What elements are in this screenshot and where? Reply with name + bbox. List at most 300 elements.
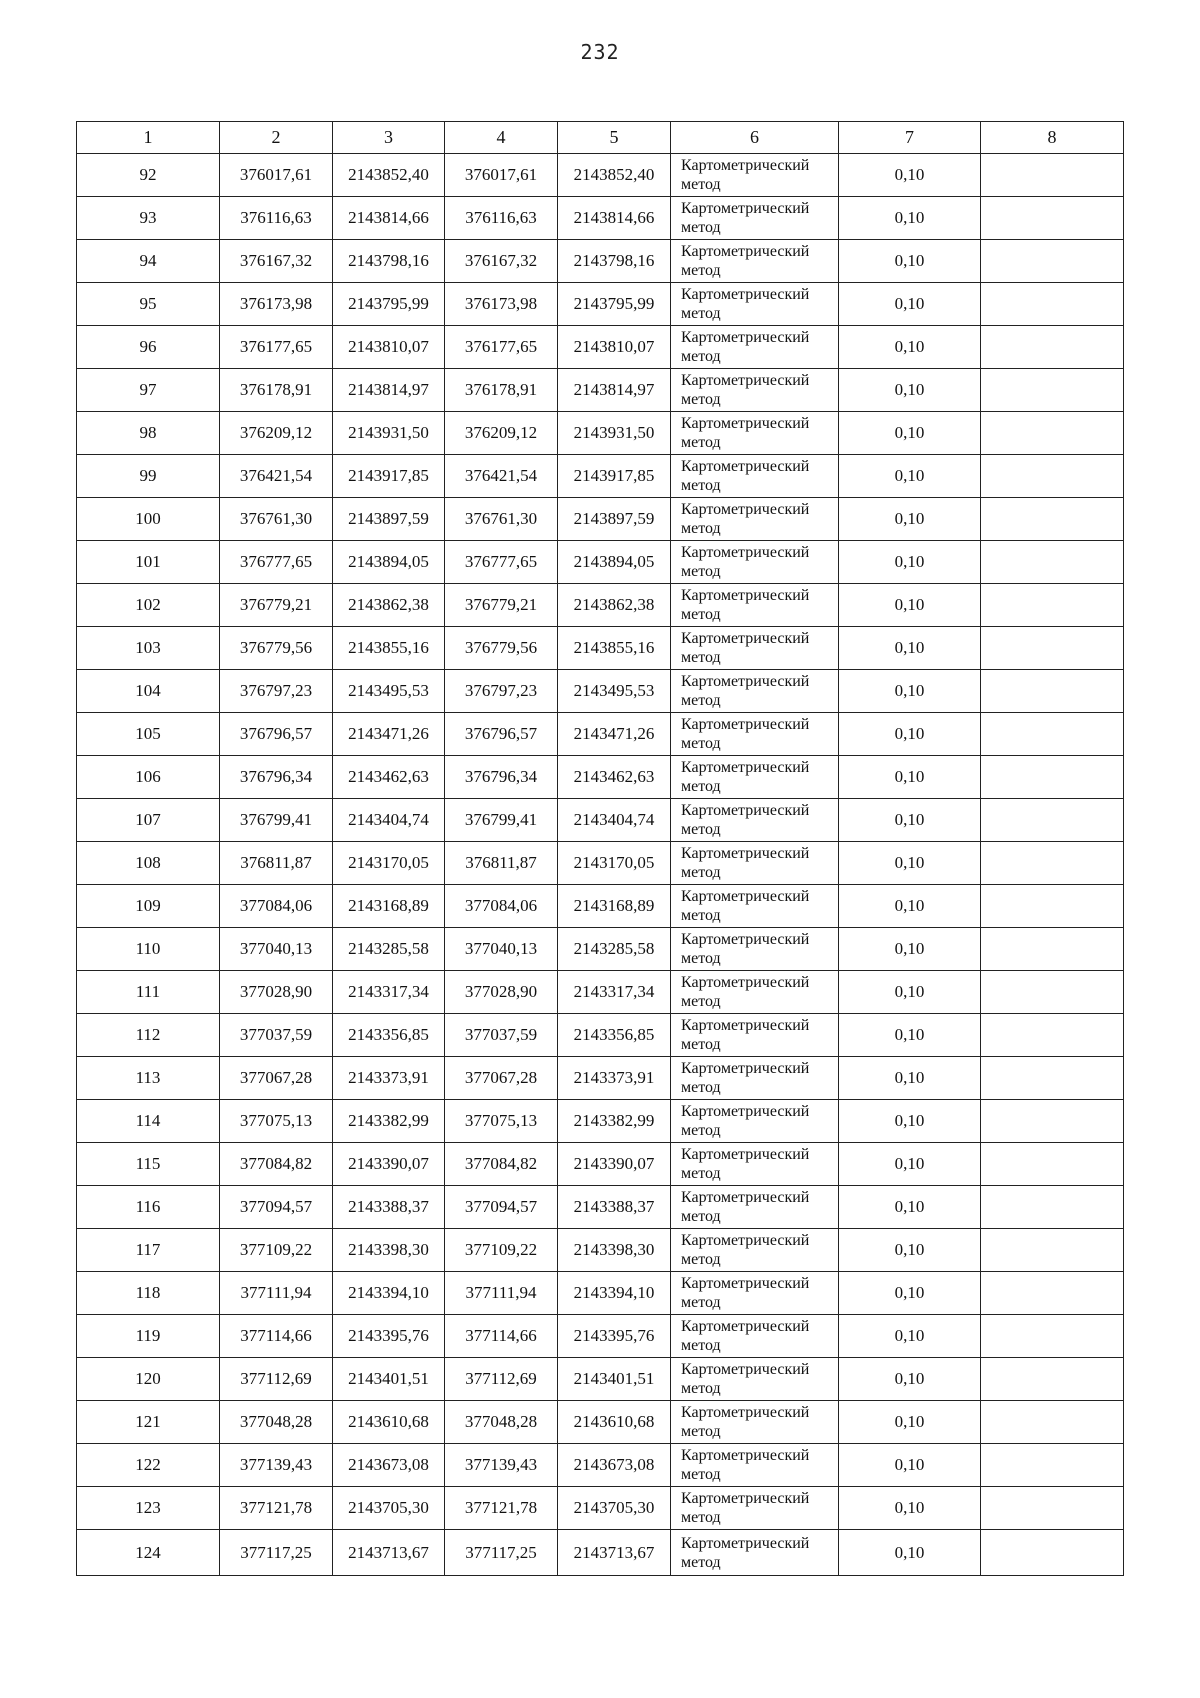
table-row bbox=[77, 283, 1124, 326]
table-row bbox=[77, 1530, 1124, 1576]
table-row bbox=[77, 1100, 1124, 1143]
method-cell: Картометрический метод bbox=[671, 1487, 839, 1530]
y-coordinate-cell: 2143401,51 bbox=[558, 1358, 671, 1401]
table-row bbox=[77, 928, 1124, 971]
method-cell: Картометрический метод bbox=[671, 1229, 839, 1272]
table-row bbox=[77, 1014, 1124, 1057]
table-row bbox=[77, 455, 1124, 498]
point-number-cell: 114 bbox=[77, 1100, 220, 1143]
table-row bbox=[77, 154, 1124, 197]
accuracy-cell: 0,10 bbox=[839, 1530, 981, 1576]
x-coordinate-cell: 376761,30 bbox=[220, 498, 333, 541]
table-row bbox=[77, 971, 1124, 1014]
y-coordinate-cell: 2143317,34 bbox=[333, 971, 445, 1014]
y-coordinate-cell: 2143814,66 bbox=[558, 197, 671, 240]
accuracy-cell: 0,10 bbox=[839, 1014, 981, 1057]
column-header: 8 bbox=[981, 122, 1124, 154]
y-coordinate-cell: 2143388,37 bbox=[333, 1186, 445, 1229]
point-number-cell: 101 bbox=[77, 541, 220, 584]
method-cell: Картометрический метод bbox=[671, 412, 839, 455]
method-cell: Картометрический метод bbox=[671, 842, 839, 885]
x-coordinate-cell: 376421,54 bbox=[220, 455, 333, 498]
x-coordinate-cell: 376116,63 bbox=[220, 197, 333, 240]
point-number-cell: 111 bbox=[77, 971, 220, 1014]
y-coordinate-cell: 2143285,58 bbox=[558, 928, 671, 971]
point-number-cell: 106 bbox=[77, 756, 220, 799]
point-number-cell: 124 bbox=[77, 1530, 220, 1576]
table-row bbox=[77, 1186, 1124, 1229]
y-coordinate-cell: 2143388,37 bbox=[558, 1186, 671, 1229]
point-number-cell: 98 bbox=[77, 412, 220, 455]
note-cell bbox=[981, 197, 1124, 240]
note-cell bbox=[981, 240, 1124, 283]
table-row bbox=[77, 1229, 1124, 1272]
x-coordinate-cell: 376209,12 bbox=[445, 412, 558, 455]
note-cell bbox=[981, 1014, 1124, 1057]
y-coordinate-cell: 2143395,76 bbox=[333, 1315, 445, 1358]
table-row bbox=[77, 412, 1124, 455]
note-cell bbox=[981, 1401, 1124, 1444]
note-cell bbox=[981, 283, 1124, 326]
x-coordinate-cell: 376017,61 bbox=[220, 154, 333, 197]
y-coordinate-cell: 2143852,40 bbox=[558, 154, 671, 197]
note-cell bbox=[981, 627, 1124, 670]
point-number-cell: 92 bbox=[77, 154, 220, 197]
x-coordinate-cell: 377084,06 bbox=[445, 885, 558, 928]
page-number: 232 bbox=[580, 40, 620, 64]
table-row bbox=[77, 799, 1124, 842]
method-cell: Картометрический метод bbox=[671, 670, 839, 713]
y-coordinate-cell: 2143862,38 bbox=[558, 584, 671, 627]
note-cell bbox=[981, 713, 1124, 756]
y-coordinate-cell: 2143917,85 bbox=[558, 455, 671, 498]
point-number-cell: 120 bbox=[77, 1358, 220, 1401]
note-cell bbox=[981, 1057, 1124, 1100]
point-number-cell: 94 bbox=[77, 240, 220, 283]
table-row bbox=[77, 498, 1124, 541]
x-coordinate-cell: 376167,32 bbox=[220, 240, 333, 283]
table-row bbox=[77, 584, 1124, 627]
x-coordinate-cell: 376116,63 bbox=[445, 197, 558, 240]
point-number-cell: 118 bbox=[77, 1272, 220, 1315]
column-header: 5 bbox=[558, 122, 671, 154]
y-coordinate-cell: 2143285,58 bbox=[333, 928, 445, 971]
y-coordinate-cell: 2143356,85 bbox=[333, 1014, 445, 1057]
x-coordinate-cell: 377139,43 bbox=[445, 1444, 558, 1487]
note-cell bbox=[981, 584, 1124, 627]
x-coordinate-cell: 377084,06 bbox=[220, 885, 333, 928]
x-coordinate-cell: 377121,78 bbox=[445, 1487, 558, 1530]
accuracy-cell: 0,10 bbox=[839, 240, 981, 283]
x-coordinate-cell: 377037,59 bbox=[220, 1014, 333, 1057]
y-coordinate-cell: 2143495,53 bbox=[558, 670, 671, 713]
y-coordinate-cell: 2143810,07 bbox=[558, 326, 671, 369]
y-coordinate-cell: 2143356,85 bbox=[558, 1014, 671, 1057]
method-cell: Картометрический метод bbox=[671, 1444, 839, 1487]
point-number-cell: 99 bbox=[77, 455, 220, 498]
accuracy-cell: 0,10 bbox=[839, 1186, 981, 1229]
table-row bbox=[77, 756, 1124, 799]
point-number-cell: 97 bbox=[77, 369, 220, 412]
accuracy-cell: 0,10 bbox=[839, 1272, 981, 1315]
accuracy-cell: 0,10 bbox=[839, 799, 981, 842]
y-coordinate-cell: 2143931,50 bbox=[558, 412, 671, 455]
x-coordinate-cell: 377037,59 bbox=[445, 1014, 558, 1057]
point-number-cell: 122 bbox=[77, 1444, 220, 1487]
note-cell bbox=[981, 154, 1124, 197]
method-cell: Картометрический метод bbox=[671, 1358, 839, 1401]
accuracy-cell: 0,10 bbox=[839, 369, 981, 412]
y-coordinate-cell: 2143798,16 bbox=[558, 240, 671, 283]
y-coordinate-cell: 2143317,34 bbox=[558, 971, 671, 1014]
column-header: 4 bbox=[445, 122, 558, 154]
accuracy-cell: 0,10 bbox=[839, 412, 981, 455]
accuracy-cell: 0,10 bbox=[839, 1143, 981, 1186]
method-cell: Картометрический метод bbox=[671, 326, 839, 369]
x-coordinate-cell: 377114,66 bbox=[220, 1315, 333, 1358]
y-coordinate-cell: 2143852,40 bbox=[333, 154, 445, 197]
accuracy-cell: 0,10 bbox=[839, 756, 981, 799]
note-cell bbox=[981, 756, 1124, 799]
x-coordinate-cell: 377048,28 bbox=[445, 1401, 558, 1444]
point-number-cell: 93 bbox=[77, 197, 220, 240]
table-row bbox=[77, 369, 1124, 412]
point-number-cell: 96 bbox=[77, 326, 220, 369]
y-coordinate-cell: 2143897,59 bbox=[558, 498, 671, 541]
x-coordinate-cell: 377117,25 bbox=[445, 1530, 558, 1576]
y-coordinate-cell: 2143170,05 bbox=[333, 842, 445, 885]
table-row bbox=[77, 541, 1124, 584]
x-coordinate-cell: 376796,57 bbox=[445, 713, 558, 756]
method-cell: Картометрический метод bbox=[671, 1014, 839, 1057]
method-cell: Картометрический метод bbox=[671, 584, 839, 627]
x-coordinate-cell: 377040,13 bbox=[220, 928, 333, 971]
method-cell: Картометрический метод bbox=[671, 1272, 839, 1315]
table-row bbox=[77, 842, 1124, 885]
x-coordinate-cell: 376811,87 bbox=[445, 842, 558, 885]
point-number-cell: 115 bbox=[77, 1143, 220, 1186]
x-coordinate-cell: 377109,22 bbox=[220, 1229, 333, 1272]
accuracy-cell: 0,10 bbox=[839, 584, 981, 627]
note-cell bbox=[981, 928, 1124, 971]
x-coordinate-cell: 376421,54 bbox=[445, 455, 558, 498]
accuracy-cell: 0,10 bbox=[839, 154, 981, 197]
point-number-cell: 95 bbox=[77, 283, 220, 326]
note-cell bbox=[981, 1186, 1124, 1229]
accuracy-cell: 0,10 bbox=[839, 1315, 981, 1358]
x-coordinate-cell: 376777,65 bbox=[220, 541, 333, 584]
point-number-cell: 109 bbox=[77, 885, 220, 928]
accuracy-cell: 0,10 bbox=[839, 1401, 981, 1444]
x-coordinate-cell: 377094,57 bbox=[445, 1186, 558, 1229]
note-cell bbox=[981, 326, 1124, 369]
column-header: 2 bbox=[220, 122, 333, 154]
accuracy-cell: 0,10 bbox=[839, 1057, 981, 1100]
y-coordinate-cell: 2143814,66 bbox=[333, 197, 445, 240]
y-coordinate-cell: 2143471,26 bbox=[558, 713, 671, 756]
note-cell bbox=[981, 1358, 1124, 1401]
table-body bbox=[77, 154, 1124, 1576]
point-number-cell: 121 bbox=[77, 1401, 220, 1444]
y-coordinate-cell: 2143713,67 bbox=[558, 1530, 671, 1576]
x-coordinate-cell: 377109,22 bbox=[445, 1229, 558, 1272]
x-coordinate-cell: 376797,23 bbox=[445, 670, 558, 713]
note-cell bbox=[981, 885, 1124, 928]
x-coordinate-cell: 376779,21 bbox=[445, 584, 558, 627]
x-coordinate-cell: 376178,91 bbox=[445, 369, 558, 412]
accuracy-cell: 0,10 bbox=[839, 627, 981, 670]
method-cell: Картометрический метод bbox=[671, 498, 839, 541]
coordinates-table bbox=[76, 121, 1124, 1576]
y-coordinate-cell: 2143471,26 bbox=[333, 713, 445, 756]
y-coordinate-cell: 2143404,74 bbox=[558, 799, 671, 842]
method-cell: Картометрический метод bbox=[671, 1186, 839, 1229]
accuracy-cell: 0,10 bbox=[839, 283, 981, 326]
method-cell: Картометрический метод bbox=[671, 197, 839, 240]
x-coordinate-cell: 376177,65 bbox=[220, 326, 333, 369]
note-cell bbox=[981, 1315, 1124, 1358]
y-coordinate-cell: 2143390,07 bbox=[558, 1143, 671, 1186]
column-header: 3 bbox=[333, 122, 445, 154]
x-coordinate-cell: 377117,25 bbox=[220, 1530, 333, 1576]
table-row bbox=[77, 1272, 1124, 1315]
accuracy-cell: 0,10 bbox=[839, 1444, 981, 1487]
method-cell: Картометрический метод bbox=[671, 1315, 839, 1358]
x-coordinate-cell: 376017,61 bbox=[445, 154, 558, 197]
y-coordinate-cell: 2143795,99 bbox=[333, 283, 445, 326]
accuracy-cell: 0,10 bbox=[839, 197, 981, 240]
y-coordinate-cell: 2143394,10 bbox=[558, 1272, 671, 1315]
accuracy-cell: 0,10 bbox=[839, 1358, 981, 1401]
note-cell bbox=[981, 670, 1124, 713]
y-coordinate-cell: 2143798,16 bbox=[333, 240, 445, 283]
x-coordinate-cell: 376796,34 bbox=[445, 756, 558, 799]
point-number-cell: 113 bbox=[77, 1057, 220, 1100]
y-coordinate-cell: 2143897,59 bbox=[333, 498, 445, 541]
table-row bbox=[77, 326, 1124, 369]
accuracy-cell: 0,10 bbox=[839, 541, 981, 584]
method-cell: Картометрический метод bbox=[671, 1100, 839, 1143]
note-cell bbox=[981, 1100, 1124, 1143]
y-coordinate-cell: 2143168,89 bbox=[333, 885, 445, 928]
x-coordinate-cell: 377139,43 bbox=[220, 1444, 333, 1487]
table-row bbox=[77, 1444, 1124, 1487]
x-coordinate-cell: 377075,13 bbox=[220, 1100, 333, 1143]
method-cell: Картометрический метод bbox=[671, 283, 839, 326]
note-cell bbox=[981, 842, 1124, 885]
x-coordinate-cell: 376209,12 bbox=[220, 412, 333, 455]
y-coordinate-cell: 2143855,16 bbox=[333, 627, 445, 670]
y-coordinate-cell: 2143610,68 bbox=[333, 1401, 445, 1444]
table-row bbox=[77, 240, 1124, 283]
y-coordinate-cell: 2143170,05 bbox=[558, 842, 671, 885]
y-coordinate-cell: 2143168,89 bbox=[558, 885, 671, 928]
table-row bbox=[77, 1143, 1124, 1186]
y-coordinate-cell: 2143705,30 bbox=[333, 1487, 445, 1530]
y-coordinate-cell: 2143382,99 bbox=[558, 1100, 671, 1143]
method-cell: Картометрический метод bbox=[671, 1057, 839, 1100]
x-coordinate-cell: 377028,90 bbox=[445, 971, 558, 1014]
y-coordinate-cell: 2143917,85 bbox=[333, 455, 445, 498]
x-coordinate-cell: 377114,66 bbox=[445, 1315, 558, 1358]
point-number-cell: 102 bbox=[77, 584, 220, 627]
table-row bbox=[77, 670, 1124, 713]
accuracy-cell: 0,10 bbox=[839, 326, 981, 369]
table-row bbox=[77, 885, 1124, 928]
y-coordinate-cell: 2143390,07 bbox=[333, 1143, 445, 1186]
method-cell: Картометрический метод bbox=[671, 885, 839, 928]
y-coordinate-cell: 2143894,05 bbox=[333, 541, 445, 584]
x-coordinate-cell: 377121,78 bbox=[220, 1487, 333, 1530]
x-coordinate-cell: 376167,32 bbox=[445, 240, 558, 283]
y-coordinate-cell: 2143398,30 bbox=[558, 1229, 671, 1272]
y-coordinate-cell: 2143862,38 bbox=[333, 584, 445, 627]
y-coordinate-cell: 2143810,07 bbox=[333, 326, 445, 369]
y-coordinate-cell: 2143401,51 bbox=[333, 1358, 445, 1401]
x-coordinate-cell: 377112,69 bbox=[445, 1358, 558, 1401]
y-coordinate-cell: 2143814,97 bbox=[333, 369, 445, 412]
accuracy-cell: 0,10 bbox=[839, 885, 981, 928]
y-coordinate-cell: 2143382,99 bbox=[333, 1100, 445, 1143]
x-coordinate-cell: 376173,98 bbox=[220, 283, 333, 326]
accuracy-cell: 0,10 bbox=[839, 455, 981, 498]
note-cell bbox=[981, 971, 1124, 1014]
method-cell: Картометрический метод bbox=[671, 369, 839, 412]
note-cell bbox=[981, 1272, 1124, 1315]
note-cell bbox=[981, 1229, 1124, 1272]
accuracy-cell: 0,10 bbox=[839, 842, 981, 885]
x-coordinate-cell: 376796,34 bbox=[220, 756, 333, 799]
point-number-cell: 103 bbox=[77, 627, 220, 670]
x-coordinate-cell: 377084,82 bbox=[445, 1143, 558, 1186]
point-number-cell: 119 bbox=[77, 1315, 220, 1358]
y-coordinate-cell: 2143610,68 bbox=[558, 1401, 671, 1444]
x-coordinate-cell: 376799,41 bbox=[445, 799, 558, 842]
accuracy-cell: 0,10 bbox=[839, 1229, 981, 1272]
note-cell bbox=[981, 1487, 1124, 1530]
x-coordinate-cell: 376799,41 bbox=[220, 799, 333, 842]
note-cell bbox=[981, 498, 1124, 541]
y-coordinate-cell: 2143394,10 bbox=[333, 1272, 445, 1315]
x-coordinate-cell: 377075,13 bbox=[445, 1100, 558, 1143]
point-number-cell: 123 bbox=[77, 1487, 220, 1530]
y-coordinate-cell: 2143713,67 bbox=[333, 1530, 445, 1576]
x-coordinate-cell: 377040,13 bbox=[445, 928, 558, 971]
x-coordinate-cell: 376797,23 bbox=[220, 670, 333, 713]
note-cell bbox=[981, 1143, 1124, 1186]
point-number-cell: 104 bbox=[77, 670, 220, 713]
x-coordinate-cell: 376761,30 bbox=[445, 498, 558, 541]
column-header: 6 bbox=[671, 122, 839, 154]
method-cell: Картометрический метод bbox=[671, 1530, 839, 1576]
x-coordinate-cell: 376811,87 bbox=[220, 842, 333, 885]
y-coordinate-cell: 2143373,91 bbox=[333, 1057, 445, 1100]
method-cell: Картометрический метод bbox=[671, 627, 839, 670]
point-number-cell: 110 bbox=[77, 928, 220, 971]
table-row bbox=[77, 197, 1124, 240]
table-row bbox=[77, 627, 1124, 670]
point-number-cell: 107 bbox=[77, 799, 220, 842]
y-coordinate-cell: 2143462,63 bbox=[333, 756, 445, 799]
table-row bbox=[77, 1358, 1124, 1401]
y-coordinate-cell: 2143855,16 bbox=[558, 627, 671, 670]
note-cell bbox=[981, 412, 1124, 455]
accuracy-cell: 0,10 bbox=[839, 670, 981, 713]
method-cell: Картометрический метод bbox=[671, 1143, 839, 1186]
x-coordinate-cell: 377094,57 bbox=[220, 1186, 333, 1229]
method-cell: Картометрический метод bbox=[671, 799, 839, 842]
x-coordinate-cell: 376173,98 bbox=[445, 283, 558, 326]
y-coordinate-cell: 2143404,74 bbox=[333, 799, 445, 842]
point-number-cell: 117 bbox=[77, 1229, 220, 1272]
method-cell: Картометрический метод bbox=[671, 154, 839, 197]
method-cell: Картометрический метод bbox=[671, 1401, 839, 1444]
x-coordinate-cell: 376779,56 bbox=[445, 627, 558, 670]
table-row bbox=[77, 713, 1124, 756]
y-coordinate-cell: 2143395,76 bbox=[558, 1315, 671, 1358]
accuracy-cell: 0,10 bbox=[839, 1487, 981, 1530]
header-row bbox=[77, 122, 1124, 154]
column-header: 7 bbox=[839, 122, 981, 154]
x-coordinate-cell: 376796,57 bbox=[220, 713, 333, 756]
accuracy-cell: 0,10 bbox=[839, 498, 981, 541]
y-coordinate-cell: 2143894,05 bbox=[558, 541, 671, 584]
note-cell bbox=[981, 455, 1124, 498]
x-coordinate-cell: 377112,69 bbox=[220, 1358, 333, 1401]
y-coordinate-cell: 2143673,08 bbox=[558, 1444, 671, 1487]
y-coordinate-cell: 2143673,08 bbox=[333, 1444, 445, 1487]
table-row bbox=[77, 1315, 1124, 1358]
point-number-cell: 108 bbox=[77, 842, 220, 885]
accuracy-cell: 0,10 bbox=[839, 971, 981, 1014]
y-coordinate-cell: 2143931,50 bbox=[333, 412, 445, 455]
x-coordinate-cell: 377084,82 bbox=[220, 1143, 333, 1186]
method-cell: Картометрический метод bbox=[671, 455, 839, 498]
method-cell: Картометрический метод bbox=[671, 756, 839, 799]
note-cell bbox=[981, 1444, 1124, 1487]
method-cell: Картометрический метод bbox=[671, 713, 839, 756]
x-coordinate-cell: 376178,91 bbox=[220, 369, 333, 412]
x-coordinate-cell: 376177,65 bbox=[445, 326, 558, 369]
x-coordinate-cell: 377067,28 bbox=[445, 1057, 558, 1100]
y-coordinate-cell: 2143495,53 bbox=[333, 670, 445, 713]
y-coordinate-cell: 2143814,97 bbox=[558, 369, 671, 412]
accuracy-cell: 0,10 bbox=[839, 713, 981, 756]
x-coordinate-cell: 376777,65 bbox=[445, 541, 558, 584]
method-cell: Картометрический метод bbox=[671, 240, 839, 283]
note-cell bbox=[981, 541, 1124, 584]
y-coordinate-cell: 2143398,30 bbox=[333, 1229, 445, 1272]
point-number-cell: 100 bbox=[77, 498, 220, 541]
table-row bbox=[77, 1487, 1124, 1530]
x-coordinate-cell: 377111,94 bbox=[445, 1272, 558, 1315]
column-header: 1 bbox=[77, 122, 220, 154]
note-cell bbox=[981, 799, 1124, 842]
x-coordinate-cell: 377028,90 bbox=[220, 971, 333, 1014]
table-row bbox=[77, 1057, 1124, 1100]
x-coordinate-cell: 377111,94 bbox=[220, 1272, 333, 1315]
table-row bbox=[77, 1401, 1124, 1444]
accuracy-cell: 0,10 bbox=[839, 1100, 981, 1143]
x-coordinate-cell: 377048,28 bbox=[220, 1401, 333, 1444]
point-number-cell: 112 bbox=[77, 1014, 220, 1057]
method-cell: Картометрический метод bbox=[671, 928, 839, 971]
y-coordinate-cell: 2143795,99 bbox=[558, 283, 671, 326]
method-cell: Картометрический метод bbox=[671, 971, 839, 1014]
note-cell bbox=[981, 369, 1124, 412]
method-cell: Картометрический метод bbox=[671, 541, 839, 584]
y-coordinate-cell: 2143705,30 bbox=[558, 1487, 671, 1530]
